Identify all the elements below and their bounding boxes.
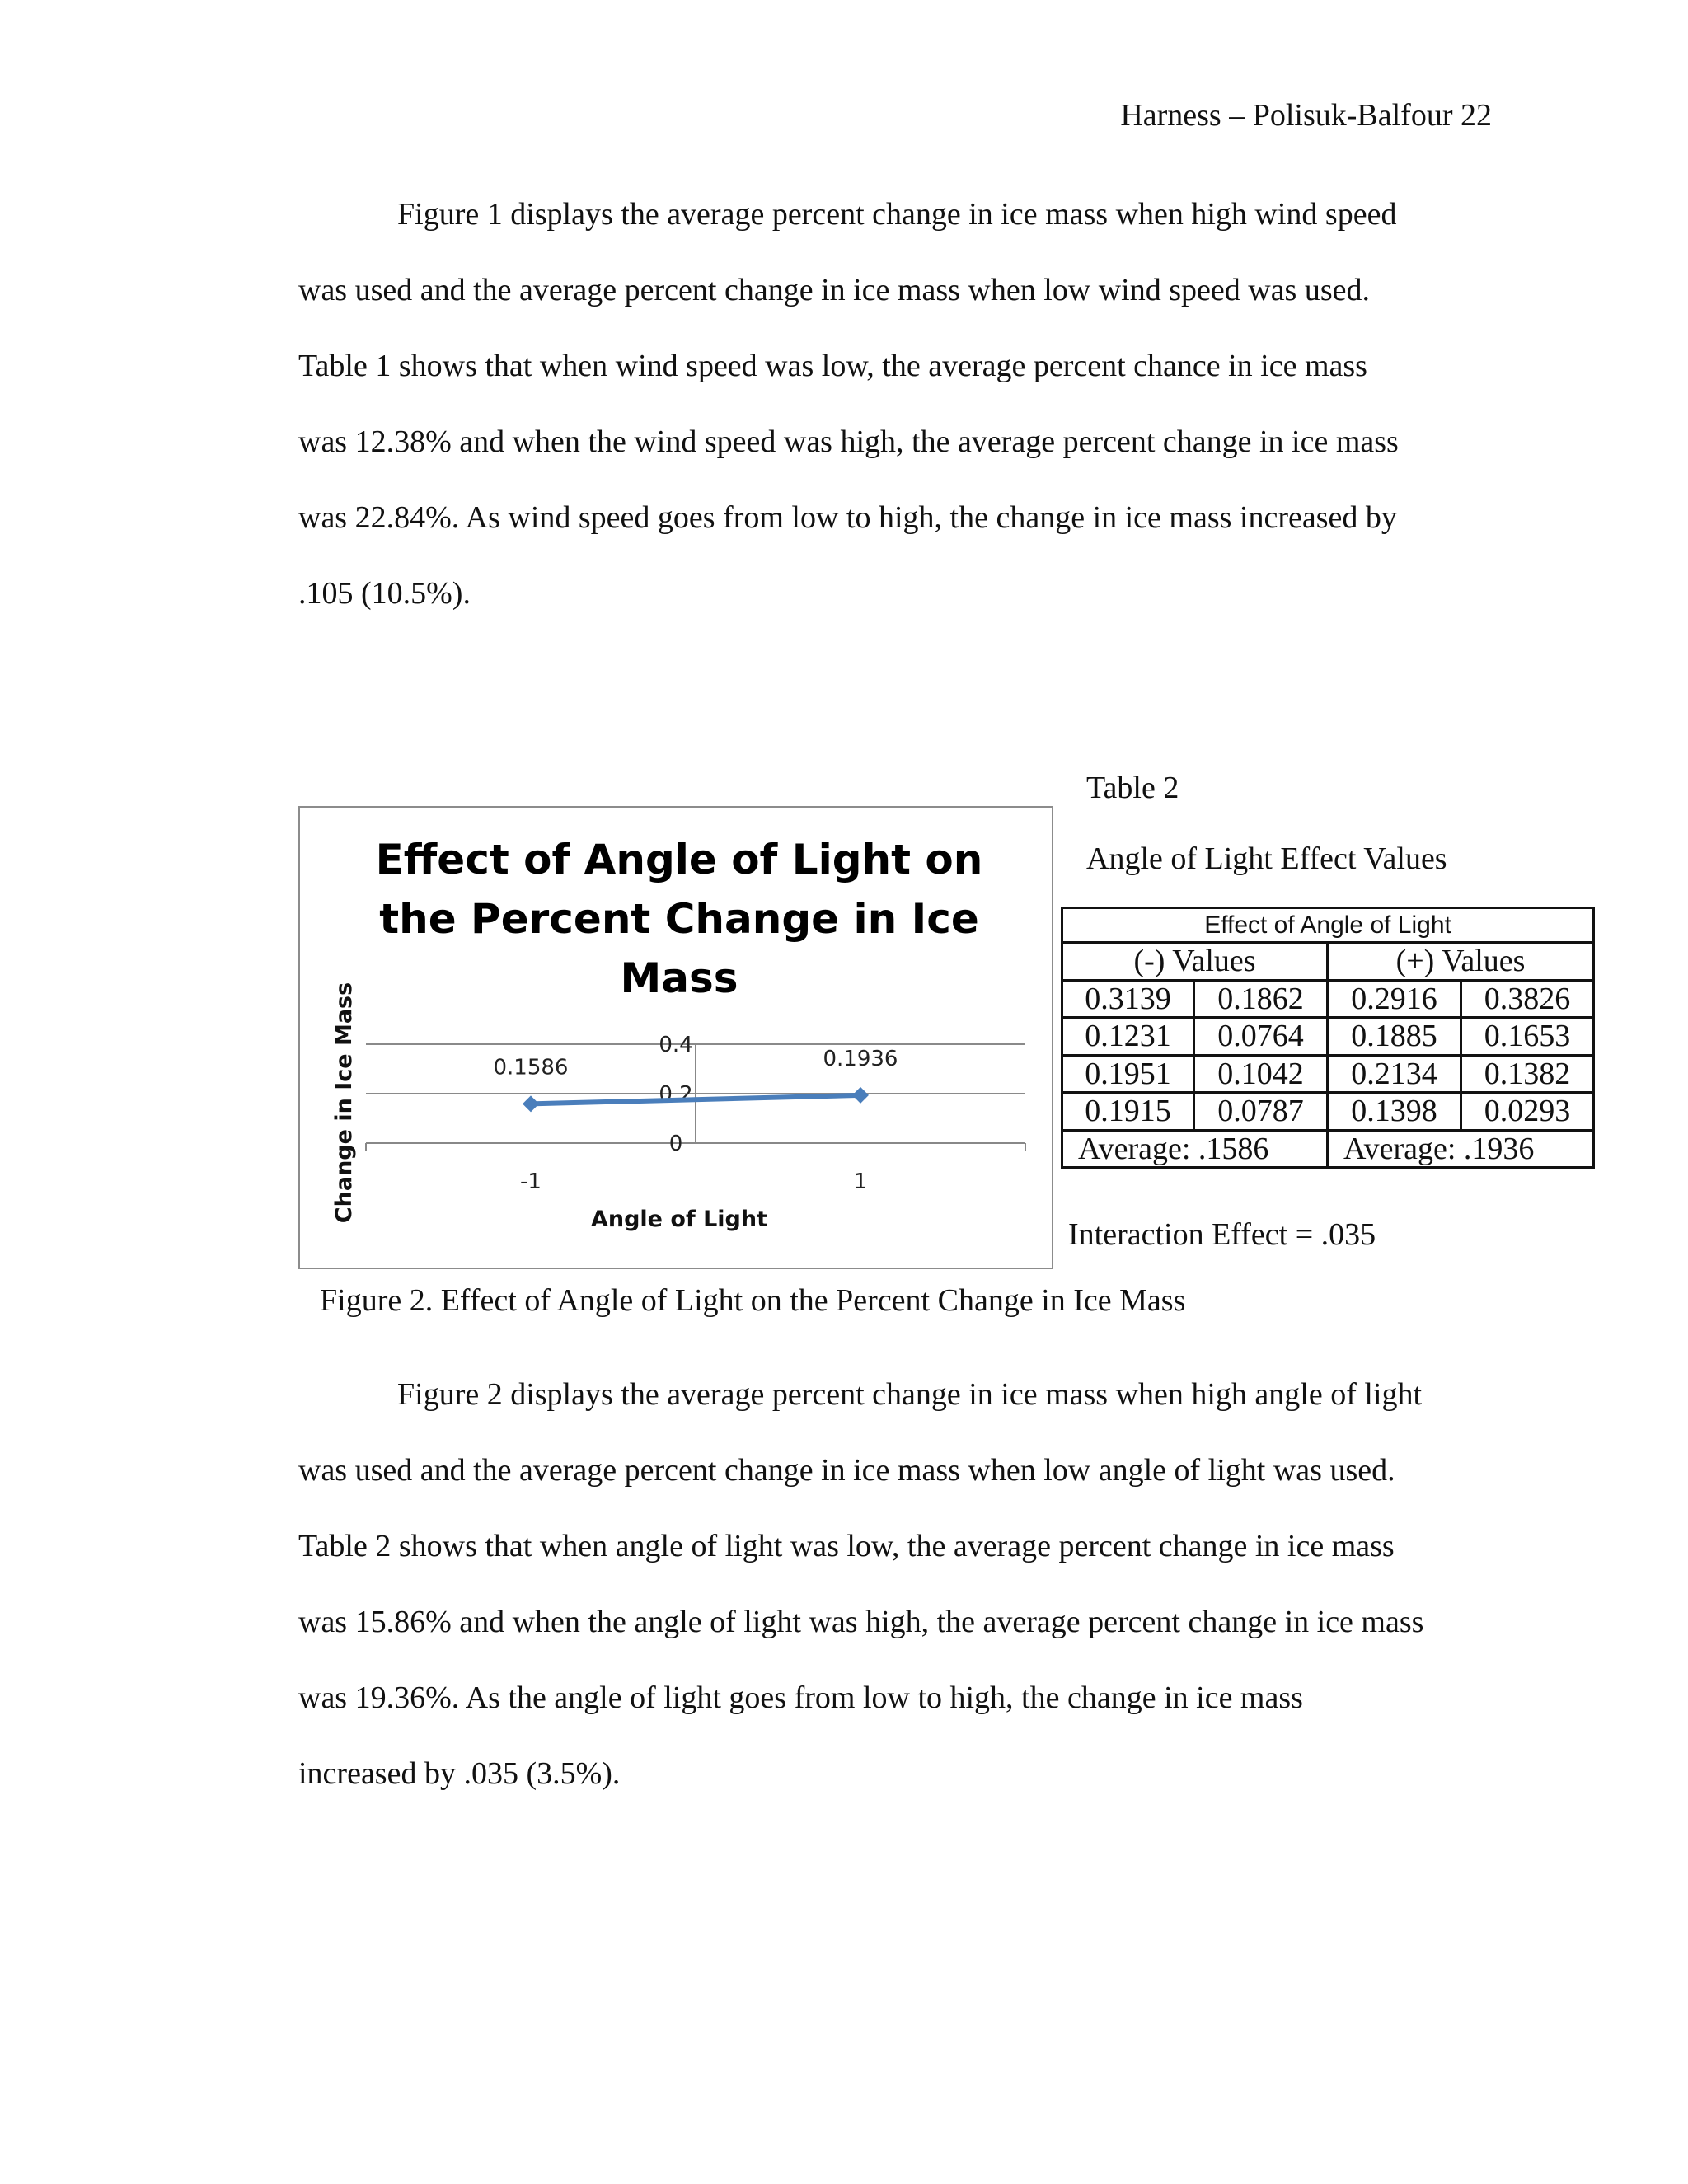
table-row — [1062, 1055, 1594, 1093]
figure-caption: Figure 2. Effect of Angle of Light on the Percent Change in Ice Mass — [320, 1283, 1186, 1318]
table-cell: 0.0293 — [1461, 1093, 1594, 1131]
chart-title-line: Effect of Angle of Light on — [375, 836, 983, 883]
table-cell: 0.1915 — [1062, 1093, 1194, 1131]
page-header: Harness – Polisuk-Balfour 22 — [1120, 98, 1492, 133]
paragraph-1 — [298, 196, 1493, 625]
data-label: 0.1936 — [823, 1046, 898, 1071]
pos-average: Average: .1936 — [1328, 1130, 1594, 1168]
table-average-row — [1062, 1130, 1594, 1168]
data-point — [852, 1087, 869, 1104]
table-row — [1062, 1018, 1594, 1056]
neg-values-header: (-) Values — [1062, 943, 1328, 981]
paragraph-line: was 19.36%. As the angle of light goes from low to high, the change in ice mass — [298, 1680, 1303, 1715]
effect-table — [1061, 907, 1595, 1169]
paragraph-line: .105 (10.5%). — [298, 576, 471, 611]
table-row — [1062, 1093, 1594, 1131]
table-cell: 0.1382 — [1461, 1055, 1594, 1093]
table-cell: 0.2916 — [1328, 980, 1461, 1018]
paragraph-line: was used and the average percent change in ice mass when low angle of light was used. — [298, 1453, 1395, 1488]
interaction-effect: Interaction Effect = .035 — [1068, 1217, 1376, 1252]
x-tick-label: 1 — [853, 1169, 868, 1194]
x-tick-label: -1 — [520, 1169, 542, 1194]
neg-average: Average: .1586 — [1062, 1130, 1328, 1168]
table-heading-row — [1062, 908, 1594, 943]
table-cell: 0.0787 — [1194, 1093, 1328, 1131]
y-tick-label: 0.2 — [659, 1082, 693, 1107]
chart-title-line: the Percent Change in Ice — [379, 895, 979, 943]
y-axis-title: Change in Ice Mass — [331, 982, 357, 1224]
table-heading: Effect of Angle of Light — [1062, 908, 1594, 943]
table-cell: 0.1951 — [1062, 1055, 1194, 1093]
pos-values-header: (+) Values — [1328, 943, 1594, 981]
data-label: 0.1586 — [493, 1055, 569, 1080]
table-row — [1062, 980, 1594, 1018]
paragraph-line: was 22.84%. As wind speed goes from low to high, the change in ice mass increased by — [298, 500, 1397, 535]
chart-svg — [300, 808, 1052, 1268]
table-cell: 0.1885 — [1328, 1018, 1461, 1056]
table-cell: 0.1398 — [1328, 1093, 1461, 1131]
table-cell: 0.1653 — [1461, 1018, 1594, 1056]
table-header-row — [1062, 943, 1594, 981]
paragraph-line: Figure 2 displays the average percent change in ice mass when high angle of light — [397, 1377, 1423, 1412]
paragraph-line: was used and the average percent change in ice mass when low wind speed was used. — [298, 273, 1370, 307]
paragraph-line: Table 2 shows that when angle of light was low, the average percent change in ice mass — [298, 1529, 1395, 1563]
table-cell: 0.1862 — [1194, 980, 1328, 1018]
paragraph-line: was 15.86% and when the angle of light was high, the average percent change in ice mass — [298, 1605, 1424, 1639]
data-point — [523, 1095, 539, 1112]
table-cell: 0.2134 — [1328, 1055, 1461, 1093]
paragraph-2 — [298, 1376, 1493, 1805]
table-cell: 0.3826 — [1461, 980, 1594, 1018]
table-number: Table 2 — [1086, 771, 1179, 805]
table-title: Angle of Light Effect Values — [1086, 841, 1447, 876]
table-cell: 0.0764 — [1194, 1018, 1328, 1056]
y-tick-label: 0 — [668, 1132, 683, 1156]
paragraph-line: Table 1 shows that when wind speed was low, the average percent chance in ice mass — [298, 349, 1367, 383]
paragraph-line: was 12.38% and when the wind speed was high, the average percent change in ice mass — [298, 424, 1399, 459]
table-cell: 0.1231 — [1062, 1018, 1194, 1056]
paragraph-line: Figure 1 displays the average percent change in ice mass when high wind speed — [397, 197, 1397, 232]
paragraph-line: increased by .035 (3.5%). — [298, 1756, 621, 1791]
chart-title-line: Mass — [620, 954, 738, 1002]
y-tick-label: 0.4 — [659, 1033, 693, 1057]
chart-figure — [298, 806, 1053, 1269]
x-axis-title: Angle of Light — [590, 1207, 768, 1232]
table-cell: 0.1042 — [1194, 1055, 1328, 1093]
table-cell: 0.3139 — [1062, 980, 1194, 1018]
